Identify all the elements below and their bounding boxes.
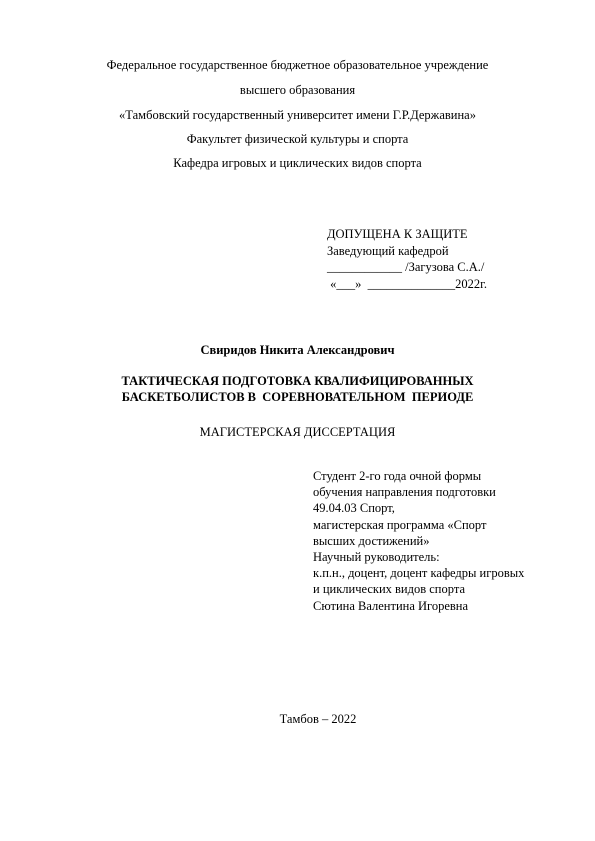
thesis-title-line-1: ТАКТИЧЕСКАЯ ПОДГОТОВКА КВАЛИФИЦИРОВАННЫХ bbox=[121, 374, 474, 388]
student-block bbox=[313, 468, 524, 614]
header-line-4: Факультет физической культуры и спорта bbox=[186, 132, 409, 146]
header-line-5: Кафедра игровых и циклических видов спорта bbox=[173, 156, 422, 170]
approval-signature: ____________ /Загузова С.А./ bbox=[327, 260, 485, 274]
header-line-1: Федеральное государственное бюджетное образовательное учреждение bbox=[106, 58, 489, 72]
student-line-1: Студент 2-го года очной формы bbox=[313, 469, 482, 483]
student-line-2: обучения направления подготовки bbox=[313, 485, 496, 500]
work-type: МАГИСТЕРСКАЯ ДИССЕРТАЦИЯ bbox=[199, 425, 396, 439]
student-line-8: и циклических видов спорта bbox=[313, 582, 465, 597]
student-line-9: Сютина Валентина Игоревна bbox=[313, 598, 469, 613]
approval-date: «___» ______________2022г. bbox=[327, 276, 487, 291]
header-line-3: «Тамбовский государственный университет имени Г.Р.Державина» bbox=[119, 108, 476, 122]
student-line-5: высших достижений» bbox=[313, 533, 430, 548]
approval-status: ДОПУЩЕНА К ЗАЩИТЕ bbox=[327, 227, 468, 241]
city-year: Тамбов – 2022 bbox=[279, 712, 357, 726]
student-line-7: к.п.н., доцент, доцент кафедры игровых bbox=[313, 566, 525, 581]
approval-role: Заведующий кафедрой bbox=[327, 243, 449, 258]
student-line-4: магистерская программа «Спорт bbox=[313, 517, 487, 532]
thesis-title-line-2: БАСКЕТБОЛИСТОВ В СОРЕВНОВАТЕЛЬНОМ ПЕРИОДЕ bbox=[121, 390, 474, 404]
approval-block bbox=[327, 226, 487, 292]
student-line-6: Научный руководитель: bbox=[313, 550, 440, 565]
student-line-3: 49.04.03 Спорт, bbox=[313, 501, 395, 516]
header-line-2: высшего образования bbox=[239, 83, 356, 97]
author-name: Свиридов Никита Александрович bbox=[200, 343, 395, 357]
thesis-title bbox=[0, 373, 595, 405]
